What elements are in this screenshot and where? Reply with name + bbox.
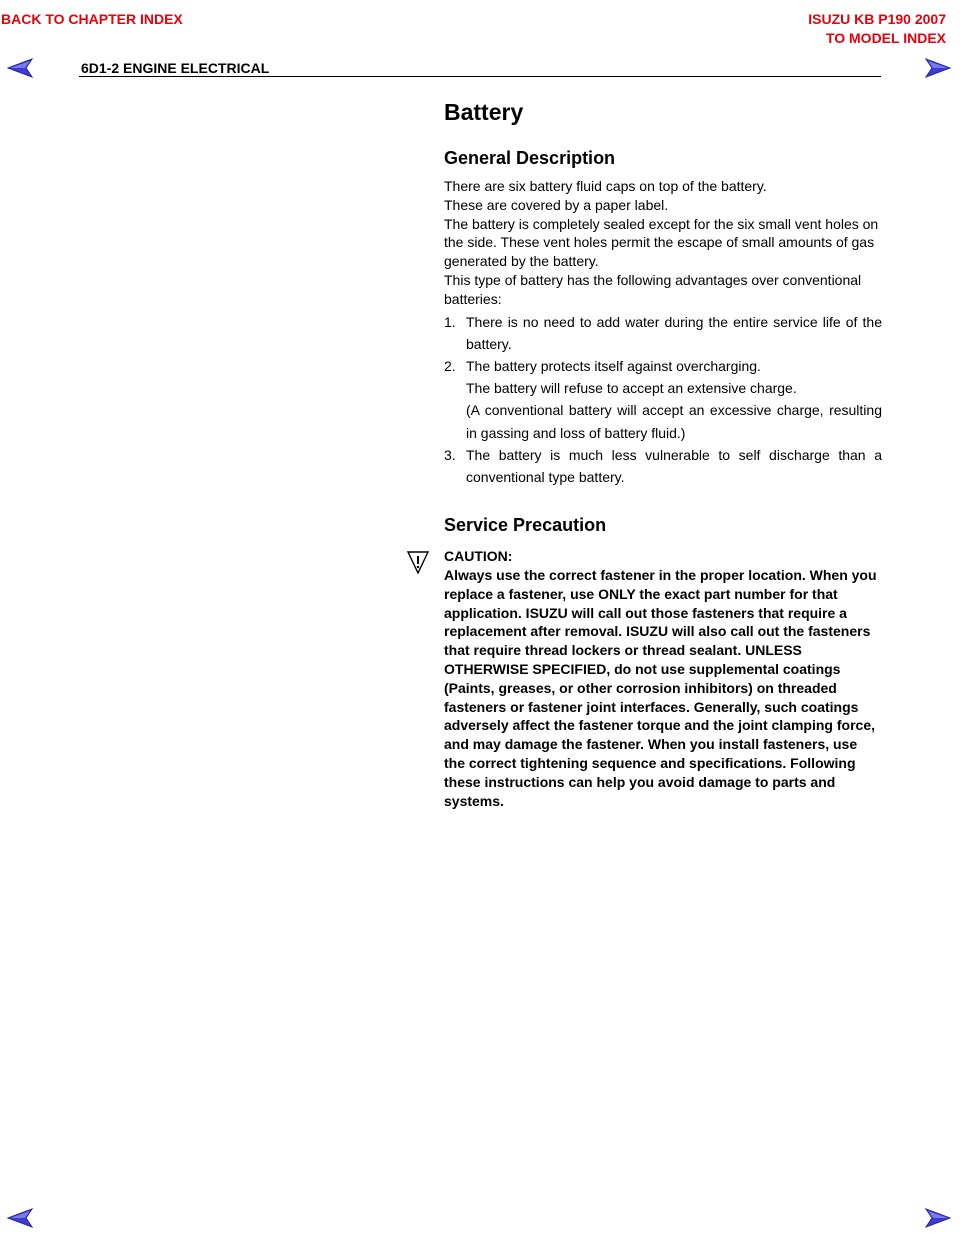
general-description-heading: General Description <box>444 148 616 168</box>
caution-block <box>444 547 882 810</box>
service-precaution-heading: Service Precaution <box>444 515 607 536</box>
advantages-list <box>444 311 882 489</box>
arrow-right-icon[interactable] <box>922 57 952 79</box>
list-item-number: 2. <box>444 357 456 374</box>
list-item-text: The battery protects itself against overcharging. <box>466 357 761 374</box>
list-item-number: 1. <box>444 313 456 330</box>
main-content <box>444 96 882 810</box>
header-rule <box>79 76 881 77</box>
list-item-text: There is no need to add water during the entire service life of the battery. <box>466 313 882 352</box>
model-title-link[interactable]: ISUZU KB P190 2007 <box>808 11 946 27</box>
intro-line: There are six battery fluid caps on top of the battery. <box>444 178 767 194</box>
caution-text: Always use the correct fastener in the proper location. When you replace a fastener, use ONLY the exact part number for that application. ISUZU will call out those fasteners that require a replacement after removal. ISUZU will also call out the fasteners that require thread lockers or thread sealant. UNLESS OTHERWISE SPECIFIED, do not use supplemental coatings (Paints, greases, or other corrosion inhibitors) on threaded fasteners or fastener joint interfaces. Generally, such coatings adversely affect the fastener torque and the joint clamping force, and may damage the fastener. When you install fasteners, use the correct tightening sequence and specifications. Following these instructions can help you avoid damage to parts and systems. <box>444 567 877 809</box>
intro-line: These are covered by a paper label. <box>444 196 669 213</box>
back-to-chapter-index-link[interactable]: BACK TO CHAPTER INDEX <box>1 11 183 27</box>
intro-line: The battery is completely sealed except for the six small vent holes on the side. These vent holes permit the escape of small amounts of gas generated by the battery. <box>444 215 879 270</box>
intro-line: This type of battery has the following advantages over conventional batteries: <box>444 271 862 307</box>
list-item-subtext: The battery will refuse to accept an extensive charge. <box>466 380 797 397</box>
list-item <box>444 444 882 488</box>
to-model-index-link[interactable]: TO MODEL INDEX <box>825 30 946 46</box>
list-item-number: 3. <box>444 446 456 463</box>
list-item <box>444 355 882 444</box>
list-item-subtext: (A conventional battery will accept an excessive charge, resulting in gassing and loss of battery fluid.) <box>466 402 882 441</box>
warning-triangle-icon <box>406 550 430 574</box>
arrow-left-icon[interactable] <box>6 1207 36 1229</box>
page-title: Battery <box>444 99 524 125</box>
intro-text <box>444 177 882 309</box>
list-item-text: The battery is much less vulnerable to self discharge than a conventional type battery. <box>466 446 882 485</box>
section-header: 6D1-2 ENGINE ELECTRICAL <box>81 60 270 76</box>
list-item <box>444 311 882 355</box>
arrow-left-icon[interactable] <box>6 57 36 79</box>
arrow-right-icon[interactable] <box>922 1207 952 1229</box>
caution-label: CAUTION: <box>444 548 513 565</box>
